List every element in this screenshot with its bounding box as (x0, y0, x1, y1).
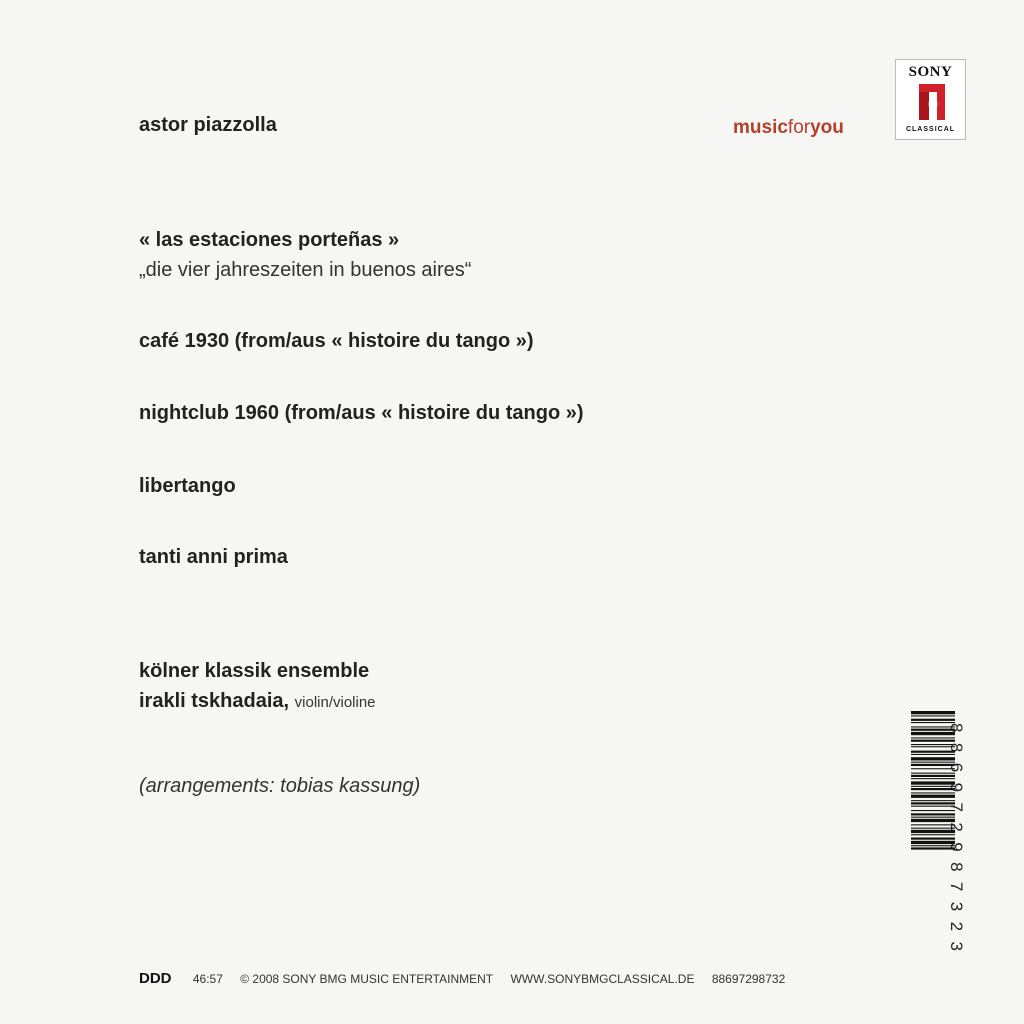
tagline-music: music (733, 117, 788, 138)
website-url: WWW.SONYBMGCLASSICAL.DE (510, 972, 695, 986)
arrangements-credit: (arrangements: tobias kassung) (139, 775, 421, 797)
red-clef-icon (915, 82, 949, 124)
tagline-you: you (810, 117, 844, 138)
composer-name: astor piazzolla (139, 114, 277, 136)
sony-classical-logo (895, 59, 966, 140)
recording-code: DDD (139, 970, 172, 987)
soloist-role: violin/violine (294, 694, 376, 711)
logo-word: SONY (908, 64, 953, 80)
track-title: « las estaciones porteñas » (139, 229, 400, 251)
logo-sub: CLASSICAL (905, 126, 956, 133)
soloist-line (139, 690, 376, 713)
catalog-number: 88697298732 (711, 972, 786, 986)
barcode-digits (944, 711, 968, 955)
track-subtitle: „die vier jahreszeiten in buenos aires“ (139, 259, 472, 281)
soloist-name: irakli tskhadaia, (139, 690, 290, 712)
track-title: libertango (139, 475, 236, 497)
music-for-you-tagline (733, 117, 844, 139)
copyright-notice: © 2008 SONY BMG MUSIC ENTERTAINMENT (240, 972, 494, 986)
footer-line (139, 970, 799, 987)
tagline-for: for (787, 117, 811, 138)
total-duration: 46:57 (192, 972, 223, 986)
ensemble-name: kölner klassik ensemble (139, 660, 370, 682)
barcode-number: 886972987323 (947, 723, 966, 951)
track-title: nightclub 1960 (from/aus « histoire du tango ») (139, 402, 584, 424)
track-title: tanti anni prima (139, 546, 288, 568)
track-title: café 1930 (from/aus « histoire du tango ») (139, 330, 534, 352)
